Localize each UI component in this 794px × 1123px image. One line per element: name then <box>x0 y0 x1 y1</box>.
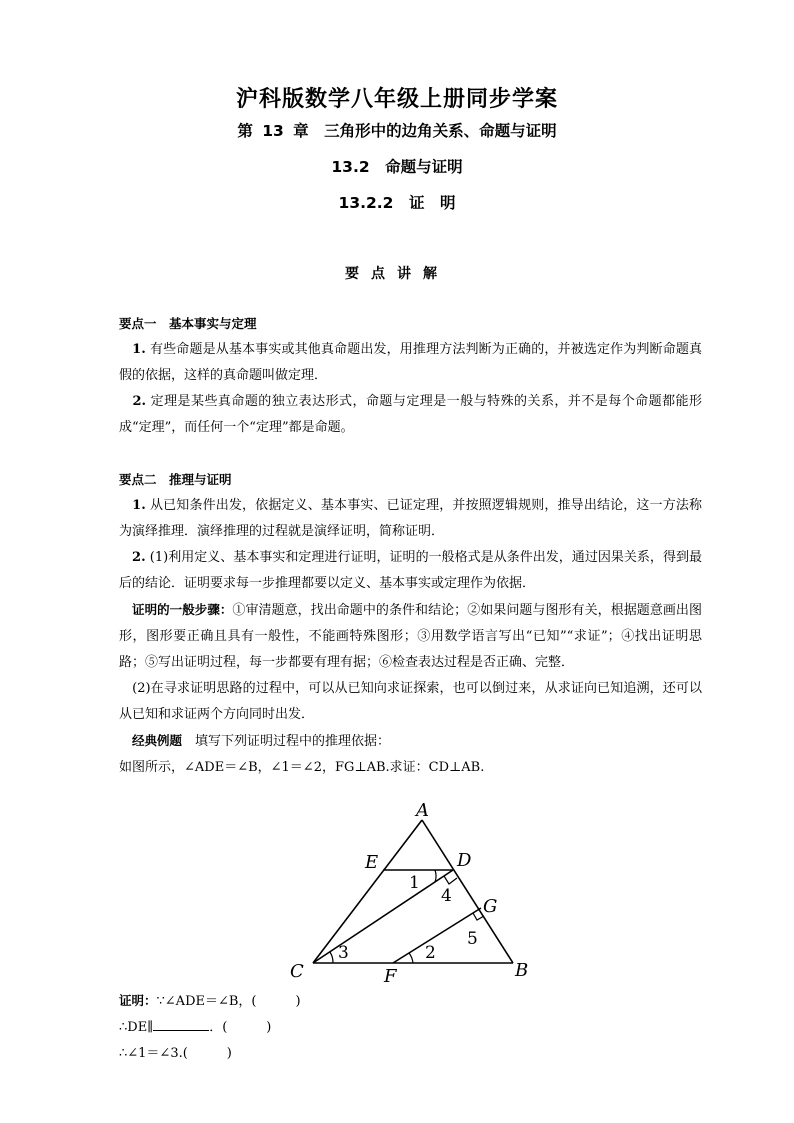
key-point-1-title: 要点一 基本事实与定理 <box>119 316 257 331</box>
proof-section <box>119 988 702 1067</box>
chapter-title: 第 13 章 三角形中的边角关系、命题与证明 <box>237 122 557 140</box>
geometry-figure <box>285 798 545 986</box>
point-label-a: A <box>416 800 429 821</box>
point-label-f: F <box>384 966 397 986</box>
point-label-b: B <box>515 960 529 981</box>
subsection-title: 13.2.2 证 明 <box>338 194 456 212</box>
key-point-1-paragraph-1: 1. 有些命题是从基本事实或其他真命题出发，用推理方法判断为正确的，并被选定作为判断命题真假的依据，这样的真命题叫做定理． <box>119 342 702 383</box>
side-ac <box>313 820 422 963</box>
point-label-c: C <box>290 961 304 982</box>
triangle-diagram <box>285 798 545 986</box>
proof-label: 证明： <box>119 993 157 1008</box>
key-points-heading: 要点讲解 <box>345 266 449 282</box>
key-point-2-title: 要点二 推理与证明 <box>119 472 232 487</box>
proof-steps: 证明的一般步骤：①审清题意，找出命题中的条件和结论；②如果问题与图形有关，根据题意画出图形，图形要正确且具有一般性，不能画特殊图形；③用数学语言写出“已知”“求证”；④找出证明思路；⑤写出证明过程，每一步都要有理有据；⑥检查表达过程是否正确、完整． <box>119 602 702 670</box>
example-heading: 经典例题 填写下列证明过程中的推理依据： <box>132 733 391 749</box>
proof-line-2: ∴DE∥ ．( ) <box>119 1015 702 1041</box>
key-point-2-paragraph-1: 1. 从已知条件出发，依据定义、基本事实、已证定理，并按照逻辑规则，推导出结论，这一方法称为演绎推理．演绎推理的过程就是演绎证明，简称证明． <box>119 498 702 539</box>
point-label-g: G <box>483 896 498 917</box>
key-point-2-paragraph-2: 2. (1)利用定义、基本事实和定理进行证明，证明的一般格式是从条件出发，通过因果关系，得到最后的结论．证明要求每一步推理都要以定义、基本事实或定理作为依据． <box>119 550 702 591</box>
angle-arc-3 <box>330 952 333 963</box>
example-label: 经典例题 <box>132 733 183 748</box>
key-point-1-paragraph-2: 2. 定理是某些真命题的独立表达形式，命题与定理是一般与特殊的关系，并不是每个命题都能形成“定理”，而任何一个“定理”都是命题。 <box>119 394 702 435</box>
angle-label-4: 4 <box>441 886 452 906</box>
section-title: 13.2 命题与证明 <box>331 158 463 176</box>
point-label-d: D <box>457 850 472 871</box>
right-angle-mark-d <box>444 876 457 884</box>
main-content <box>119 311 702 781</box>
proof-line-3: ∴∠1＝∠3.( ) <box>119 1046 232 1061</box>
proof-steps-label: 证明的一般步骤： <box>132 602 233 617</box>
document-title: 沪科版数学八年级上册同步学案 <box>235 87 558 112</box>
key-point-2-paragraph-3: (2)在寻求证明思路的过程中，可以从已知向求证探索，也可以倒过来，从求证向已知追溯，还可以从已知和求证两个方向同时出发． <box>119 681 702 722</box>
angle-label-3: 3 <box>338 943 349 963</box>
angle-label-5: 5 <box>467 929 478 949</box>
proof-line-1: 证明：∵∠ADE＝∠B，( ) <box>119 993 301 1009</box>
angle-label-1: 1 <box>409 873 420 893</box>
point-label-e: E <box>365 852 379 873</box>
angle-arc-1 <box>435 870 436 882</box>
angle-arc-2 <box>409 953 413 963</box>
example-statement: 如图所示，∠ADE＝∠B，∠1＝∠2，FG⊥AB.求证：CD⊥AB. <box>119 760 485 775</box>
answer-blank[interactable] <box>153 1016 209 1031</box>
angle-label-2: 2 <box>425 943 436 963</box>
